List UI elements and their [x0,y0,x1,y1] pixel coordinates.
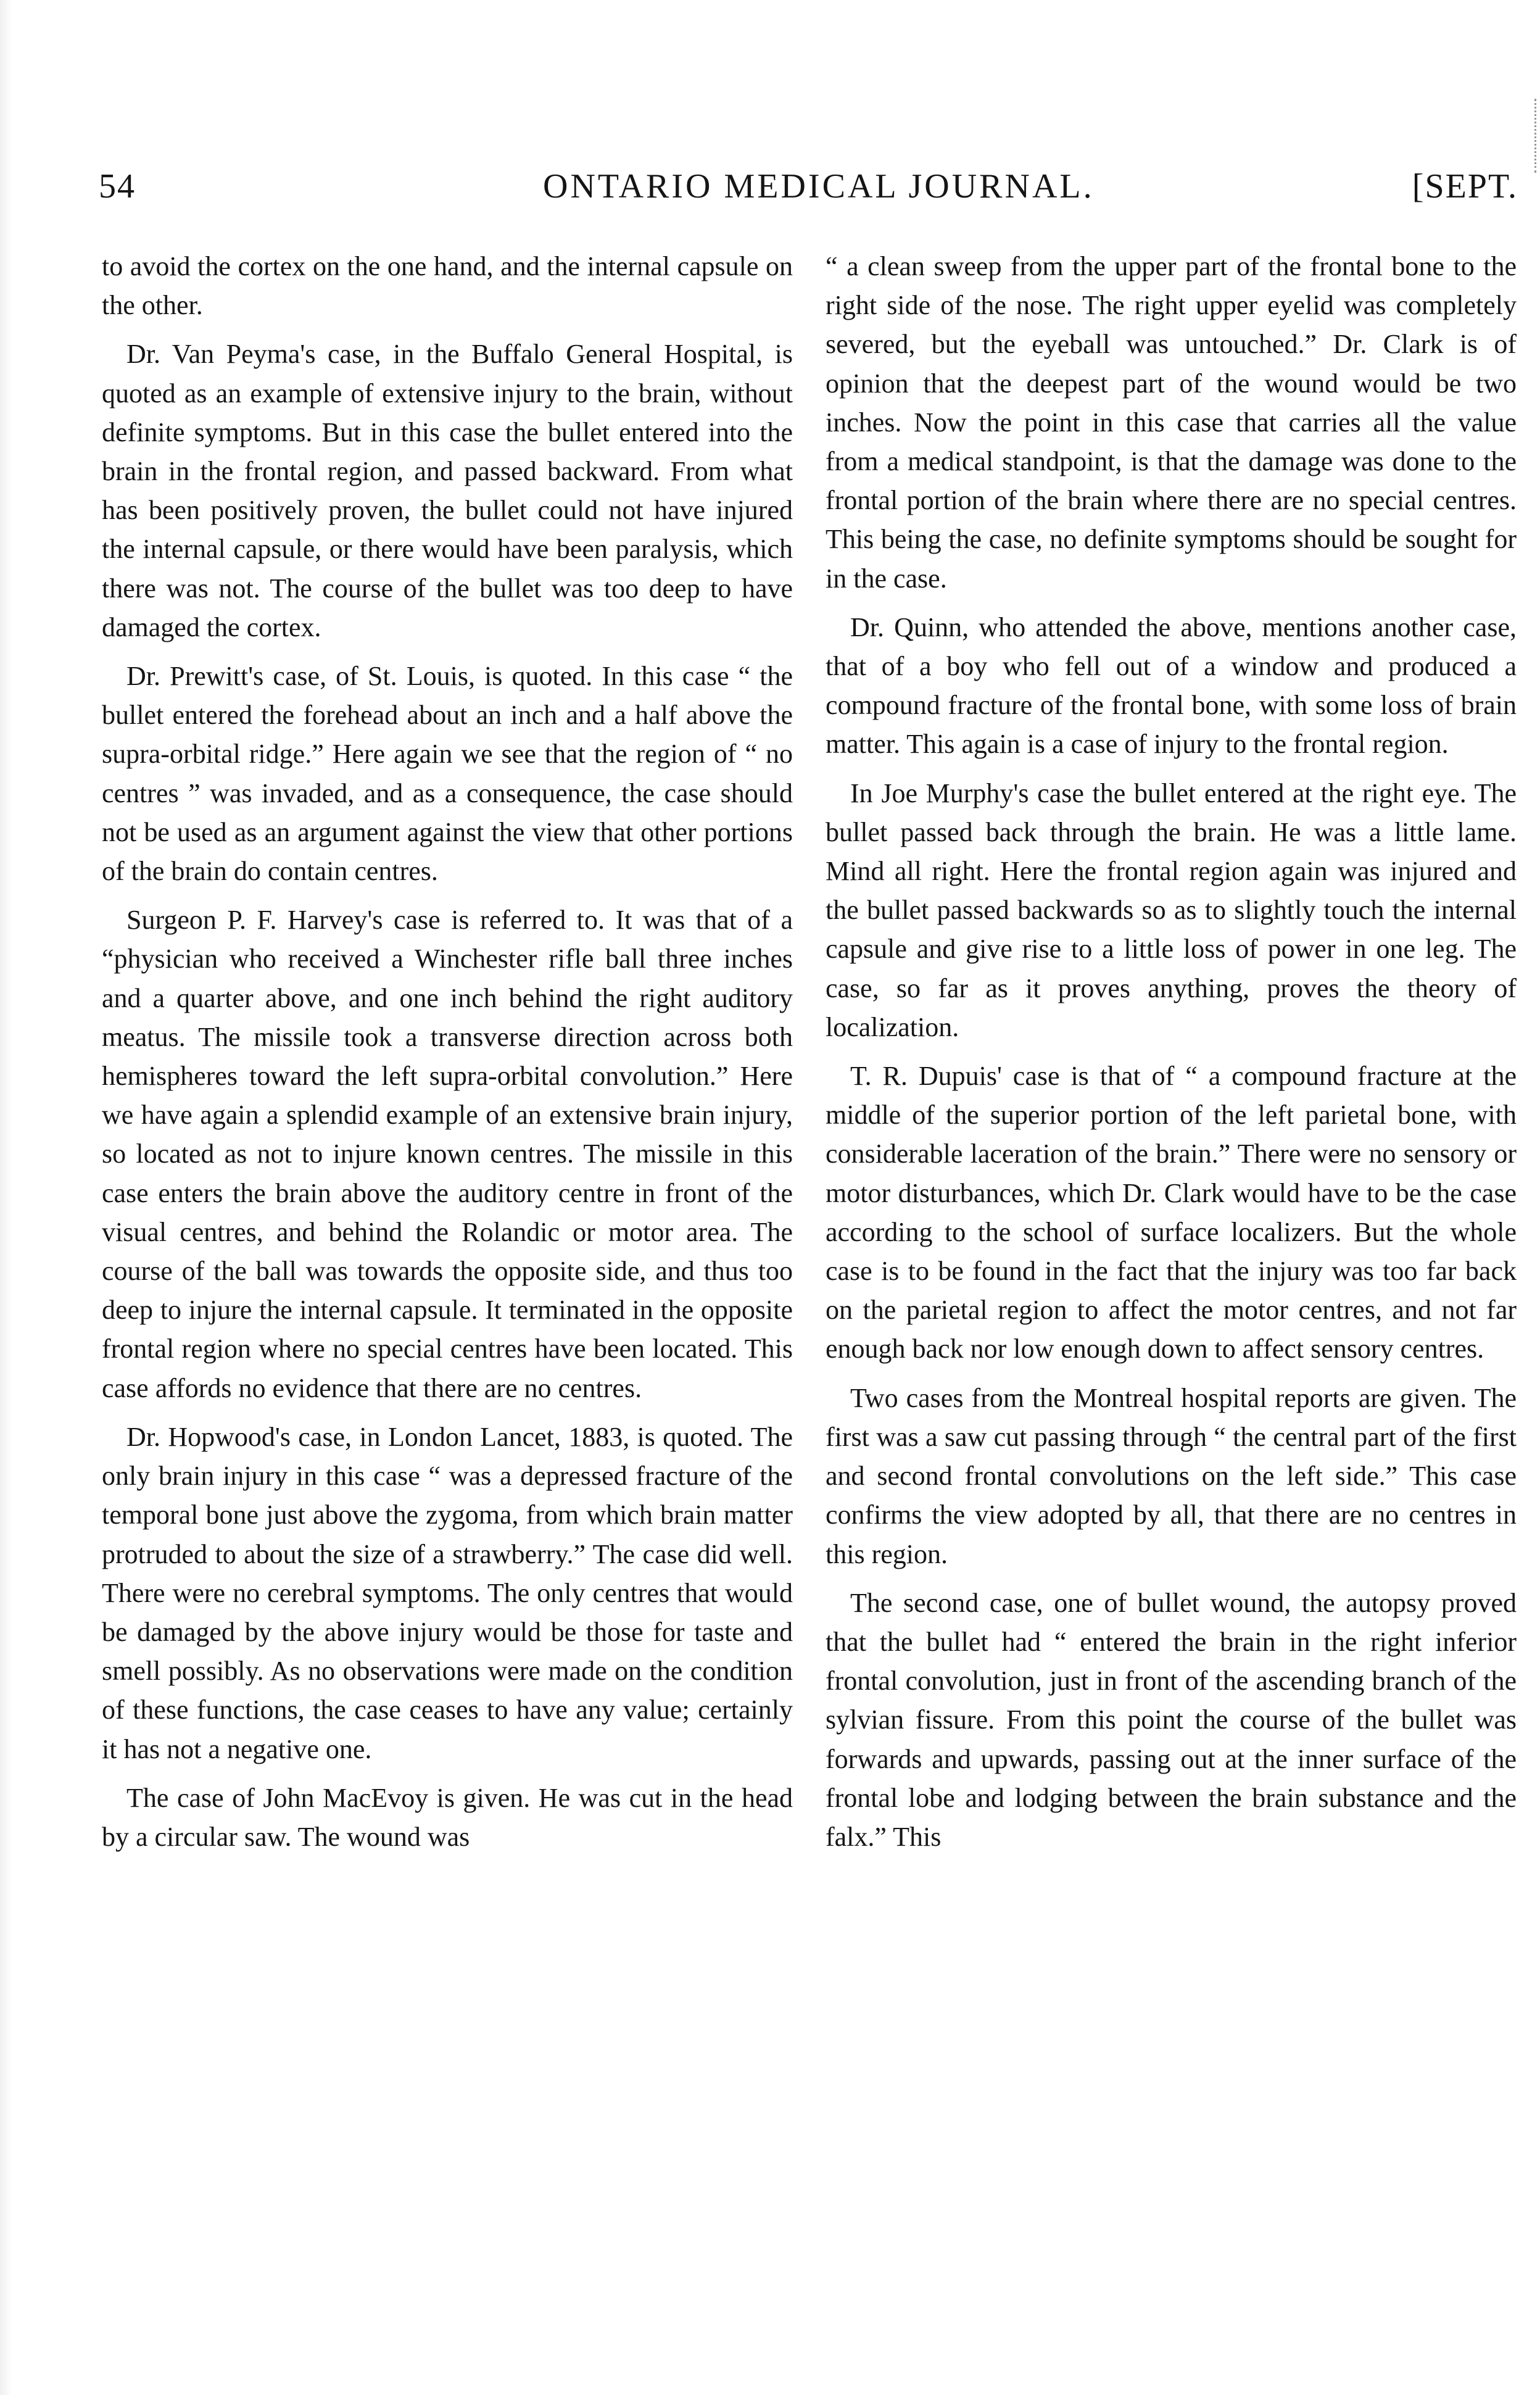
paragraph: to avoid the cortex on the one hand, and the internal capsule on the other. [102,251,793,321]
paragraph: Dr. Van Peyma's case, in the Buffalo General Hospital, is quoted as an example of extensive injury to the brain, without definite symptoms. But in this case the bullet entered into the brain in the frontal region, and passed backward. From what has been positively proven, the bullet could not have injured the internal capsule, or there would have been paralysis, which there was not. The course of the bullet was too deep to have damaged the cortex. [102,339,793,642]
journal-title: ONTARIO MEDICAL JOURNAL. [543,167,1095,205]
paragraph: The second case, one of bullet wound, the autopsy proved that the bullet had “ entered the brain in the right inferior frontal convolution, just in front of the ascending branch of the sylvian fissure. From this point the course of the bullet was forwards and upwards, passing out at the inner surface of the frontal lobe and lodging between the brain substance and the falx.” This [826,1587,1517,1852]
page-number: 54 [99,167,136,205]
right-column [826,247,1517,1856]
paragraph: “ a clean sweep from the upper part of the frontal bone to the right side of the nose. The right upper eyelid was completely severed, but the eyeball was untouched.” Dr. Clark is of opinion that the deepest part of the wound would be two inches. Now the point in this case that carries all the value from a medical standpoint, is that the damage was done to the frontal portion of the brain where there are no special centres. This being the case, no definite symptoms should be sought for in the case. [826,251,1517,594]
running-header [99,167,1518,222]
paragraph: T. R. Dupuis' case is that of “ a compound fracture at the middle of the superior portion of the left parietal bone, with considerable laceration of the brain.” There were no sensory or motor disturbances, which Dr. Clark would have to be the case according to the school of surface localizers. But the whole case is to be found in the fact that the injury was too far back on the parietal region to affect the motor centres, and not far enough back nor low enough down to affect sensory centres. [826,1061,1517,1364]
month-marker: [SEPT. [1412,167,1518,205]
paragraph: Surgeon P. F. Harvey's case is referred to. It was that of a “physician who received a Winchester rifle ball three inches and a quarter above, and one inch behind the right auditory meatus. The missile took a transverse direction across both hemispheres toward the left supra-orbital convolution.” Here we have again a splendid example of an extensive brain injury, so located as not to injure known centres. The missile in this case enters the brain above the auditory centre in front of the visual centres, and behind the Rolandic or motor area. The course of the ball was towards the opposite side, and thus too deep to injure the internal capsule. It terminated in the opposite frontal region where no special centres have been located. This case affords no evidence that there are no centres. [102,905,793,1403]
paragraph: Dr. Quinn, who attended the above, mentions another case, that of a boy who fell out of a window and produced a compound fracture of the frontal bone, with some loss of brain matter. This again is a case of injury to the frontal region. [826,612,1517,760]
paragraph: Dr. Hopwood's case, in London Lancet, 1883, is quoted. The only brain injury in this case “ was a depressed fracture of the temporal bone just above the zygoma, from which brain matter protruded to about the size of a strawberry.” The case did well. There were no cerebral symptoms. The only centres that would be damaged by the above injury would be those for taste and smell possibly. As no observations were made on the condition of these functions, the case ceases to have any value; certainly it has not a negative one. [102,1421,793,1764]
paragraph: Two cases from the Montreal hospital reports are given. The first was a saw cut passing through “ the central part of the first and second frontal convolutions on the left side.” This case confirms the view adopted by all, that there are no centres in this region. [826,1382,1517,1569]
paragraph: In Joe Murphy's case the bullet entered at the right eye. The bullet passed back through the brain. He was a little lame. Mind all right. Here the frontal region again was injured and the bullet passed backwards so as to slightly touch the internal capsule and give rise to a little loss of power in one leg. The case, so far as it proves anything, proves the theory of localization. [826,778,1517,1042]
page-edge-mark [1528,99,1536,173]
page-edge-shadow [0,0,12,2395]
paragraph: The case of John MacEvoy is given. He was cut in the head by a circular saw. The wound was [102,1782,793,1852]
left-column [102,247,793,1856]
paragraph: Dr. Prewitt's case, of St. Louis, is quoted. In this case “ the bullet entered the forehead about an inch and a half above the supra-orbital ridge.” Here again we see that the region of “ no centres ” was invaded, and as a consequence, the case should not be used as an argument against the view that other portions of the brain do contain centres. [102,661,793,887]
